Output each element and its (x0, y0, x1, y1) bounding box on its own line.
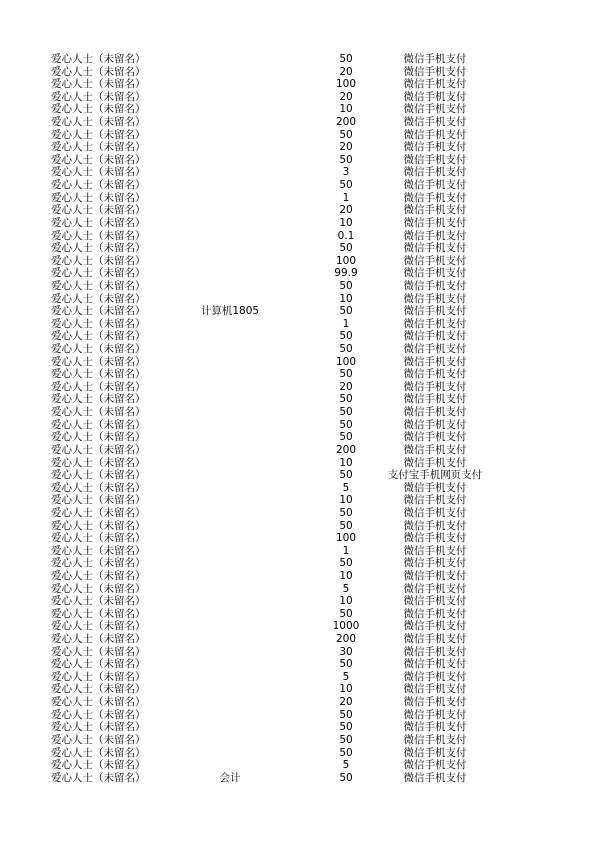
table-row (0, 595, 600, 608)
donor-name-cell: 爱心人士（未留名） (51, 330, 146, 343)
amount-cell: 100 (335, 78, 357, 91)
table-row (0, 179, 600, 192)
donor-name-cell: 爱心人士（未留名） (51, 355, 146, 368)
table-row (0, 368, 600, 381)
payment-method-cell: 微信手机支付 (403, 103, 467, 116)
donor-name-cell: 爱心人士（未留名） (51, 670, 146, 683)
payment-method-cell: 微信手机支付 (403, 544, 467, 557)
amount-cell: 50 (339, 771, 353, 784)
amount-cell: 50 (339, 469, 353, 482)
donor-name-cell: 爱心人士（未留名） (51, 532, 146, 545)
amount-cell: 200 (335, 633, 357, 646)
amount-cell: 100 (335, 254, 357, 267)
donor-name-cell: 爱心人士（未留名） (51, 582, 146, 595)
amount-cell: 50 (339, 658, 353, 671)
amount-cell: 20 (339, 696, 353, 709)
payment-method-cell: 微信手机支付 (403, 242, 467, 255)
table-row (0, 608, 600, 621)
payment-method-cell: 微信手机支付 (403, 431, 467, 444)
table-row (0, 53, 600, 66)
payment-method-cell: 微信手机支付 (403, 708, 467, 721)
amount-cell: 50 (339, 733, 353, 746)
payment-method-cell: 微信手机支付 (403, 607, 467, 620)
amount-cell: 0.1 (337, 229, 355, 242)
table-row (0, 242, 600, 255)
amount-cell: 10 (339, 456, 353, 469)
table-row (0, 406, 600, 419)
payment-method-cell: 微信手机支付 (403, 65, 467, 78)
amount-cell: 50 (339, 128, 353, 141)
amount-cell: 200 (335, 116, 357, 129)
amount-cell: 50 (339, 506, 353, 519)
donor-name-cell: 爱心人士（未留名） (51, 380, 146, 393)
table-row (0, 507, 600, 520)
table-row (0, 545, 600, 558)
donor-name-cell: 爱心人士（未留名） (51, 607, 146, 620)
amount-cell: 5 (342, 670, 350, 683)
donor-name-cell: 爱心人士（未留名） (51, 153, 146, 166)
table-row (0, 721, 600, 734)
table-row (0, 747, 600, 760)
table-row (0, 66, 600, 79)
table-row (0, 759, 600, 772)
amount-cell: 5 (342, 582, 350, 595)
payment-method-cell: 微信手机支付 (403, 746, 467, 759)
donor-name-cell: 爱心人士（未留名） (51, 633, 146, 646)
donor-name-cell: 爱心人士（未留名） (51, 544, 146, 557)
payment-method-cell: 微信手机支付 (403, 267, 467, 280)
payment-method-cell: 微信手机支付 (403, 443, 467, 456)
donor-name-cell: 爱心人士（未留名） (51, 78, 146, 91)
payment-method-cell: 微信手机支付 (403, 153, 467, 166)
donor-name-cell: 爱心人士（未留名） (51, 191, 146, 204)
table-row (0, 671, 600, 684)
donor-name-cell: 爱心人士（未留名） (51, 305, 146, 318)
payment-method-cell: 微信手机支付 (403, 254, 467, 267)
table-row (0, 532, 600, 545)
donor-name-cell: 爱心人士（未留名） (51, 418, 146, 431)
payment-method-cell: 微信手机支付 (403, 191, 467, 204)
payment-method-cell: 微信手机支付 (403, 204, 467, 217)
donor-name-cell: 爱心人士（未留名） (51, 494, 146, 507)
donor-name-cell: 爱心人士（未留名） (51, 116, 146, 129)
table-row (0, 583, 600, 596)
amount-cell: 50 (339, 153, 353, 166)
amount-cell: 50 (339, 279, 353, 292)
donor-name-cell: 爱心人士（未留名） (51, 229, 146, 242)
donor-name-cell: 爱心人士（未留名） (51, 204, 146, 217)
amount-cell: 10 (339, 569, 353, 582)
payment-method-cell: 微信手机支付 (403, 557, 467, 570)
table-row (0, 494, 600, 507)
donor-name-cell: 爱心人士（未留名） (51, 216, 146, 229)
payment-method-cell: 微信手机支付 (403, 330, 467, 343)
donor-name-cell: 爱心人士（未留名） (51, 317, 146, 330)
donor-name-cell: 爱心人士（未留名） (51, 469, 146, 482)
table-row (0, 419, 600, 432)
donor-name-cell: 爱心人士（未留名） (51, 65, 146, 78)
donor-name-cell: 爱心人士（未留名） (51, 569, 146, 582)
table-row (0, 734, 600, 747)
amount-cell: 10 (339, 216, 353, 229)
donor-name-cell: 爱心人士（未留名） (51, 481, 146, 494)
amount-cell: 50 (339, 557, 353, 570)
donor-name-cell: 爱心人士（未留名） (51, 696, 146, 709)
amount-cell: 5 (342, 759, 350, 772)
payment-method-cell: 微信手机支付 (403, 305, 467, 318)
amount-cell: 50 (339, 708, 353, 721)
table-row (0, 633, 600, 646)
donor-name-cell: 爱心人士（未留名） (51, 53, 146, 65)
payment-method-cell: 微信手机支付 (403, 355, 467, 368)
payment-method-cell: 微信手机支付 (403, 116, 467, 129)
payment-method-cell: 微信手机支付 (403, 569, 467, 582)
payment-method-cell: 微信手机支付 (403, 279, 467, 292)
table-row (0, 293, 600, 306)
payment-method-cell: 微信手机支付 (403, 620, 467, 633)
table-row (0, 255, 600, 268)
amount-cell: 50 (339, 406, 353, 419)
donor-name-cell: 爱心人士（未留名） (51, 406, 146, 419)
amount-cell: 200 (335, 443, 357, 456)
payment-method-cell: 微信手机支付 (403, 759, 467, 772)
amount-cell: 20 (339, 380, 353, 393)
table-row (0, 230, 600, 243)
amount-cell: 50 (339, 368, 353, 381)
payment-method-cell: 微信手机支付 (403, 506, 467, 519)
table-row (0, 772, 600, 785)
donor-name-cell: 爱心人士（未留名） (51, 721, 146, 734)
payment-method-cell: 微信手机支付 (403, 696, 467, 709)
table-row (0, 683, 600, 696)
table-row (0, 709, 600, 722)
table-row (0, 280, 600, 293)
amount-cell: 1000 (332, 620, 360, 633)
amount-cell: 5 (342, 481, 350, 494)
donor-name-cell: 爱心人士（未留名） (51, 292, 146, 305)
donor-name-cell: 爱心人士（未留名） (51, 267, 146, 280)
donor-name-cell: 爱心人士（未留名） (51, 103, 146, 116)
donor-name-cell: 爱心人士（未留名） (51, 771, 146, 784)
table-row (0, 469, 600, 482)
payment-method-cell: 微信手机支付 (403, 683, 467, 696)
donor-name-cell: 爱心人士（未留名） (51, 456, 146, 469)
amount-cell: 10 (339, 292, 353, 305)
table-row (0, 557, 600, 570)
donor-name-cell: 爱心人士（未留名） (51, 557, 146, 570)
amount-cell: 1 (342, 191, 350, 204)
donor-name-cell: 爱心人士（未留名） (51, 708, 146, 721)
table-row (0, 267, 600, 280)
amount-cell: 50 (339, 519, 353, 532)
payment-method-cell: 微信手机支付 (403, 78, 467, 91)
amount-cell: 50 (339, 746, 353, 759)
payment-method-cell: 微信手机支付 (403, 216, 467, 229)
donor-name-cell: 爱心人士（未留名） (51, 519, 146, 532)
table-row (0, 141, 600, 154)
amount-cell: 50 (339, 242, 353, 255)
donor-name-cell: 爱心人士（未留名） (51, 166, 146, 179)
amount-cell: 20 (339, 90, 353, 103)
payment-method-cell: 支付宝手机网页支付 (387, 469, 483, 482)
donor-name-cell: 爱心人士（未留名） (51, 128, 146, 141)
payment-method-cell: 微信手机支付 (403, 53, 467, 65)
payment-method-cell: 微信手机支付 (403, 771, 467, 784)
donation-table (0, 53, 600, 784)
class-cell: 计算机1805 (200, 305, 260, 318)
table-row (0, 658, 600, 671)
amount-cell: 20 (339, 65, 353, 78)
payment-method-cell: 微信手机支付 (403, 733, 467, 746)
amount-cell: 50 (339, 179, 353, 192)
amount-cell: 10 (339, 103, 353, 116)
amount-cell: 10 (339, 494, 353, 507)
table-row (0, 166, 600, 179)
table-row (0, 343, 600, 356)
amount-cell: 50 (339, 330, 353, 343)
class-cell: 会计 (219, 771, 241, 784)
donor-name-cell: 爱心人士（未留名） (51, 506, 146, 519)
table-row (0, 103, 600, 116)
amount-cell: 10 (339, 683, 353, 696)
table-row (0, 570, 600, 583)
amount-cell: 20 (339, 141, 353, 154)
table-row (0, 154, 600, 167)
donor-name-cell: 爱心人士（未留名） (51, 733, 146, 746)
amount-cell: 100 (335, 355, 357, 368)
table-row (0, 381, 600, 394)
payment-method-cell: 微信手机支付 (403, 645, 467, 658)
table-row (0, 204, 600, 217)
table-row (0, 116, 600, 129)
donor-name-cell: 爱心人士（未留名） (51, 254, 146, 267)
donor-name-cell: 爱心人士（未留名） (51, 645, 146, 658)
payment-method-cell: 微信手机支付 (403, 481, 467, 494)
donor-name-cell: 爱心人士（未留名） (51, 595, 146, 608)
payment-method-cell: 微信手机支付 (403, 532, 467, 545)
payment-method-cell: 微信手机支付 (403, 582, 467, 595)
amount-cell: 50 (339, 343, 353, 356)
payment-method-cell: 微信手机支付 (403, 670, 467, 683)
amount-cell: 1 (342, 544, 350, 557)
payment-method-cell: 微信手机支付 (403, 90, 467, 103)
amount-cell: 1 (342, 317, 350, 330)
payment-method-cell: 微信手机支付 (403, 128, 467, 141)
payment-method-cell: 微信手机支付 (403, 368, 467, 381)
table-row (0, 431, 600, 444)
payment-method-cell: 微信手机支付 (403, 406, 467, 419)
table-row (0, 78, 600, 91)
payment-method-cell: 微信手机支付 (403, 418, 467, 431)
table-row (0, 444, 600, 457)
amount-cell: 100 (335, 532, 357, 545)
donor-name-cell: 爱心人士（未留名） (51, 141, 146, 154)
amount-cell: 50 (339, 721, 353, 734)
table-row (0, 129, 600, 142)
payment-method-cell: 微信手机支付 (403, 456, 467, 469)
donor-name-cell: 爱心人士（未留名） (51, 620, 146, 633)
payment-method-cell: 微信手机支付 (403, 141, 467, 154)
donor-name-cell: 爱心人士（未留名） (51, 658, 146, 671)
table-row (0, 457, 600, 470)
table-row (0, 620, 600, 633)
payment-method-cell: 微信手机支付 (403, 343, 467, 356)
amount-cell: 50 (339, 431, 353, 444)
donor-name-cell: 爱心人士（未留名） (51, 746, 146, 759)
payment-method-cell: 微信手机支付 (403, 721, 467, 734)
donor-name-cell: 爱心人士（未留名） (51, 368, 146, 381)
donor-name-cell: 爱心人士（未留名） (51, 683, 146, 696)
table-row (0, 217, 600, 230)
table-row (0, 393, 600, 406)
donor-name-cell: 爱心人士（未留名） (51, 242, 146, 255)
payment-method-cell: 微信手机支付 (403, 633, 467, 646)
table-row (0, 330, 600, 343)
amount-cell: 10 (339, 595, 353, 608)
amount-cell: 50 (339, 393, 353, 406)
donor-name-cell: 爱心人士（未留名） (51, 759, 146, 772)
payment-method-cell: 微信手机支付 (403, 494, 467, 507)
amount-cell: 50 (339, 607, 353, 620)
donor-name-cell: 爱心人士（未留名） (51, 431, 146, 444)
payment-method-cell: 微信手机支付 (403, 317, 467, 330)
table-row (0, 192, 600, 205)
payment-method-cell: 微信手机支付 (403, 519, 467, 532)
payment-method-cell: 微信手机支付 (403, 229, 467, 242)
table-row (0, 520, 600, 533)
payment-method-cell: 微信手机支付 (403, 595, 467, 608)
payment-method-cell: 微信手机支付 (403, 292, 467, 305)
donor-name-cell: 爱心人士（未留名） (51, 343, 146, 356)
amount-cell: 50 (339, 418, 353, 431)
table-row (0, 318, 600, 331)
donor-name-cell: 爱心人士（未留名） (51, 279, 146, 292)
amount-cell: 50 (339, 53, 353, 65)
table-row (0, 482, 600, 495)
amount-cell: 50 (339, 305, 353, 318)
table-row (0, 305, 600, 318)
amount-cell: 99.9 (334, 267, 358, 280)
donor-name-cell: 爱心人士（未留名） (51, 179, 146, 192)
amount-cell: 3 (342, 166, 350, 179)
payment-method-cell: 微信手机支付 (403, 658, 467, 671)
payment-method-cell: 微信手机支付 (403, 179, 467, 192)
amount-cell: 20 (339, 204, 353, 217)
table-row (0, 356, 600, 369)
donor-name-cell: 爱心人士（未留名） (51, 90, 146, 103)
payment-method-cell: 微信手机支付 (403, 393, 467, 406)
payment-method-cell: 微信手机支付 (403, 380, 467, 393)
donor-name-cell: 爱心人士（未留名） (51, 443, 146, 456)
table-row (0, 696, 600, 709)
table-row (0, 646, 600, 659)
table-row (0, 91, 600, 104)
payment-method-cell: 微信手机支付 (403, 166, 467, 179)
amount-cell: 30 (339, 645, 353, 658)
donor-name-cell: 爱心人士（未留名） (51, 393, 146, 406)
